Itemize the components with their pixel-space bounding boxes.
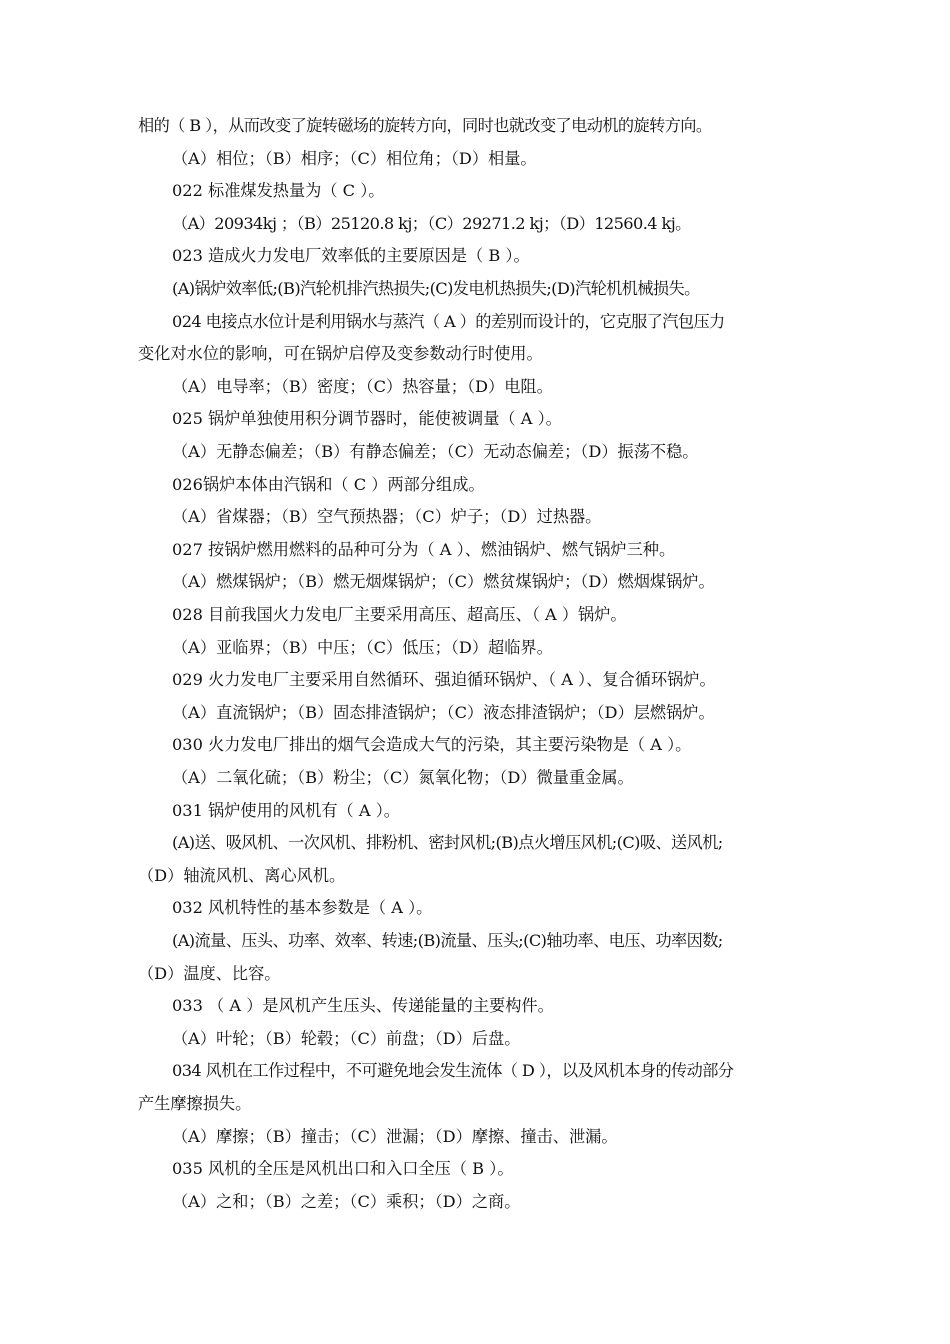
text-line: （A）直流锅炉；（B）固态排渣锅炉；（C）液态排渣锅炉；（D）层燃锅炉。 xyxy=(172,702,715,722)
text-line: （A）摩擦；（B）撞击；（C）泄漏；（D）摩擦、撞击、泄漏。 xyxy=(172,1126,618,1146)
text-line: （D）温度、比容。 xyxy=(138,963,281,983)
text-line: 029 火力发电厂主要采用自然循环、强迫循环锅炉、（ A ）、复合循环锅炉。 xyxy=(172,670,716,690)
text-line: (A)送、吸风机、一次风机、排粉机、密封风机;(B)点火增压风机;(C)吸、送风机; xyxy=(172,833,723,853)
text-line: 025 锅炉单独使用积分调节器时，能使被调量（ A ）。 xyxy=(172,409,562,429)
text-line: （A）20934kj ；（B）25120.8 kj；（C）29271.2 kj；（D）12560.4 kj。 xyxy=(172,213,691,233)
text-line: 026锅炉本体由汽锅和（ C ）两部分组成。 xyxy=(172,474,485,494)
text-line: 034 风机在工作过程中，不可避免地会发生流体（ D ），以及风机本身的传动部分 xyxy=(172,1061,734,1081)
text-line: (A)流量、压头、功率、效率、转速;(B)流量、压头;(C)轴功率、电压、功率因数; xyxy=(172,931,723,950)
text-line: （A）叶轮；（B）轮毂；（C）前盘；（D）后盘。 xyxy=(172,1028,521,1048)
text-line: 024 电接点水位计是利用锅水与蒸汽（ A ）的差别而设计的，它克服了汽包压力 xyxy=(172,311,725,331)
text-line: 027 按锅炉燃用燃料的品种可分为（ A ）、燃油锅炉、燃气锅炉三种。 xyxy=(172,539,676,559)
text-line: 035 风机的全压是风机出口和入口全压（ B ）。 xyxy=(172,1159,514,1179)
text-line: 变化对水位的影响，可在锅炉启停及变参数动行时使用。 xyxy=(138,344,543,364)
text-line: 023 造成火力发电厂效率低的主要原因是（ B ）。 xyxy=(172,246,530,266)
text-line: （A）电导率；（B）密度；（C）热容量；（D）电阻。 xyxy=(172,376,553,396)
text-line: （D）轴流风机、离心风机。 xyxy=(138,865,346,885)
text-line: （A）相位；（B）相序；（C）相位角；（D）相量。 xyxy=(172,148,537,168)
text-line: 032 风机特性的基本参数是（ A ）。 xyxy=(172,898,433,918)
text-line: （A）燃煤锅炉；（B）燃无烟煤锅炉；（C）燃贫煤锅炉；（D）燃烟煤锅炉。 xyxy=(172,572,715,592)
text-line: 033 （ A ）是风机产生压头、传递能量的主要构件。 xyxy=(172,996,554,1016)
text-line: （A）之和；（B）之差；（C）乘积；（D）之商。 xyxy=(172,1191,521,1211)
text-line: （A）无静态偏差；（B）有静态偏差；（C）无动态偏差；（D）振荡不稳。 xyxy=(172,442,699,461)
text-line: （A）亚临界；（B）中压；（C）低压；（D）超临界。 xyxy=(172,637,553,657)
text-line: 产生摩擦损失。 xyxy=(138,1094,252,1113)
text-line: 相的（ B ），从而改变了旋转磁场的旋转方向，同时也就改变了电动机的旋转方向。 xyxy=(138,116,712,135)
text-line: 030 火力发电厂排出的烟气会造成大气的污染，其主要污染物是（ A ）。 xyxy=(172,735,692,755)
text-line: 028 目前我国火力发电厂主要采用高压、超高压、（ A ）锅炉。 xyxy=(172,605,627,624)
text-line: (A)锅炉效率低;(B)汽轮机排汽热损失;(C)发电机热损失;(D)汽轮机机械损失。 xyxy=(172,279,700,298)
text-line: （A）二氧化硫；（B）粉尘；（C）氮氧化物；（D）微量重金属。 xyxy=(172,768,634,787)
text-line: （A）省煤器；（B）空气预热器；（C）炉子；（D）过热器。 xyxy=(172,507,602,527)
text-line: 022 标准煤发热量为（ C ）。 xyxy=(172,181,385,201)
text-line: 031 锅炉使用的风机有（ A ）。 xyxy=(172,800,400,820)
